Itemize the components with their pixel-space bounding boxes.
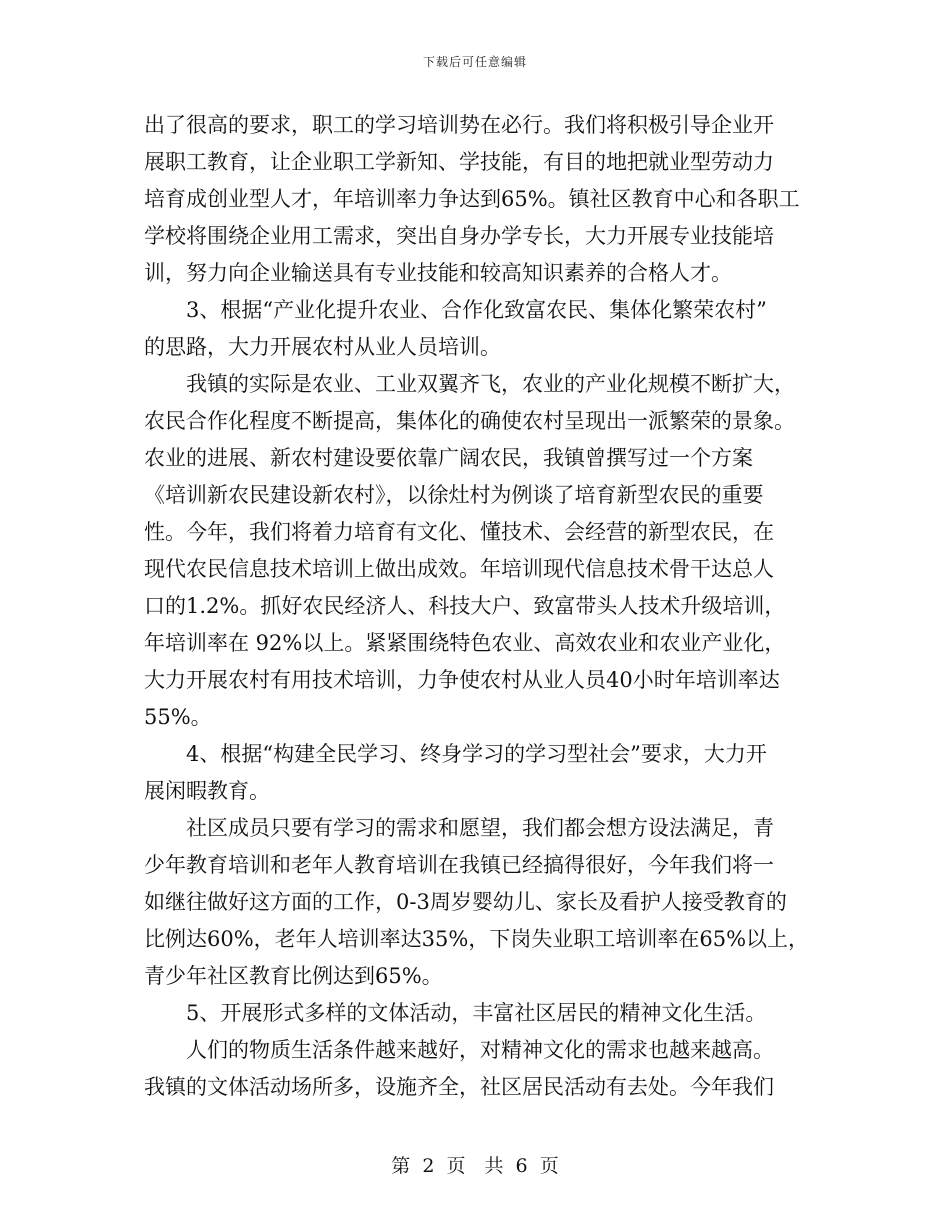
footer-middle: 页 共 [446,1155,504,1177]
text-line: 培育成创业型人才，年培训率力争达到65%。镇社区教育中心和各职工 [144,187,800,211]
text-line: 青少年社区教育比例达到65%。 [144,964,443,988]
text-line: 农业的进展、新农村建设要依靠广阔农民，我镇曾撰写过一个方案 [144,446,753,470]
text-line: 农民合作化程度不断提高，集体化的确使农村呈现出一派繁荣的景象。 [144,409,795,433]
document-body [144,107,824,1106]
footer-total-pages: 6 [515,1155,528,1177]
text-line: 5、开展形式多样的文体活动，丰富社区居民的精神文化生活。 [144,1001,767,1025]
text-line: 我镇的实际是农业、工业双翼齐飞，农业的产业化规模不断扩大， [144,372,795,396]
text-line: 比例达60%，老年人培训率达35%，下岗失业职工培训率在65%以上， [144,927,810,951]
text-line: 现代农民信息技术培训上做出成效。年培训现代信息技术骨干达总人 [144,557,774,581]
text-line: 的思路，大力开展农村从业人员培训。 [144,335,501,359]
text-line: 我镇的文体活动场所多，设施齐全，社区居民活动有去处。今年我们 [144,1075,774,1099]
text-line: 训，努力向企业输送具有专业技能和较高知识素养的合格人才。 [144,261,732,285]
text-line: 少年教育培训和老年人教育培训在我镇已经搞得很好，今年我们将一 [144,853,774,877]
text-line: 大力开展农村有用技术培训，力争使农村从业人员40小时年培训率达 [144,668,780,692]
text-line: 学校将围绕企业用工需求，突出自身办学专长，大力开展专业技能培 [144,224,774,248]
text-line: 社区成员只要有学习的需求和愿望，我们都会想方设法满足，青 [144,816,774,840]
text-line: 4、根据“构建全民学习、终身学习的学习型社会”要求，大力开 [144,742,767,766]
text-line: 口的1.2%。抓好农民经济人、科技大户、致富带头人技术升级培训， [144,594,786,618]
text-line: 55%。 [144,705,212,729]
text-line: 年培训率在 92%以上。紧紧围绕特色农业、高效农业和农业产业化， [144,631,786,655]
footer-suffix: 页 [539,1155,559,1177]
page-header: 下载后可任意编辑 [422,55,527,69]
text-line: 展职工教育，让企业职工学新知、学技能，有目的地把就业型劳动力 [144,150,774,174]
text-line: 人们的物质生活条件越来越好，对精神文化的需求也越来越高。 [144,1038,774,1062]
page-footer [0,1151,950,1178]
footer-page-number: 2 [422,1155,435,1177]
text-line: 出了很高的要求，职工的学习培训势在必行。我们将积极引导企业开 [144,113,774,137]
text-line: 3、根据“产业化提升农业、合作化致富农民、集体化繁荣农村” [144,298,767,322]
text-line: 性。今年，我们将着力培育有文化、懂技术、会经营的新型农民，在 [144,520,774,544]
text-line: 展闲暇教育。 [144,779,270,803]
text-line: 如继往做好这方面的工作，0-3周岁婴幼儿、家长及看护人接受教育的 [144,890,787,914]
text-line: 《培训新农民建设新农村》，以徐灶村为例谈了培育新型农民的重要 [144,483,764,507]
footer-prefix: 第 [391,1155,411,1177]
